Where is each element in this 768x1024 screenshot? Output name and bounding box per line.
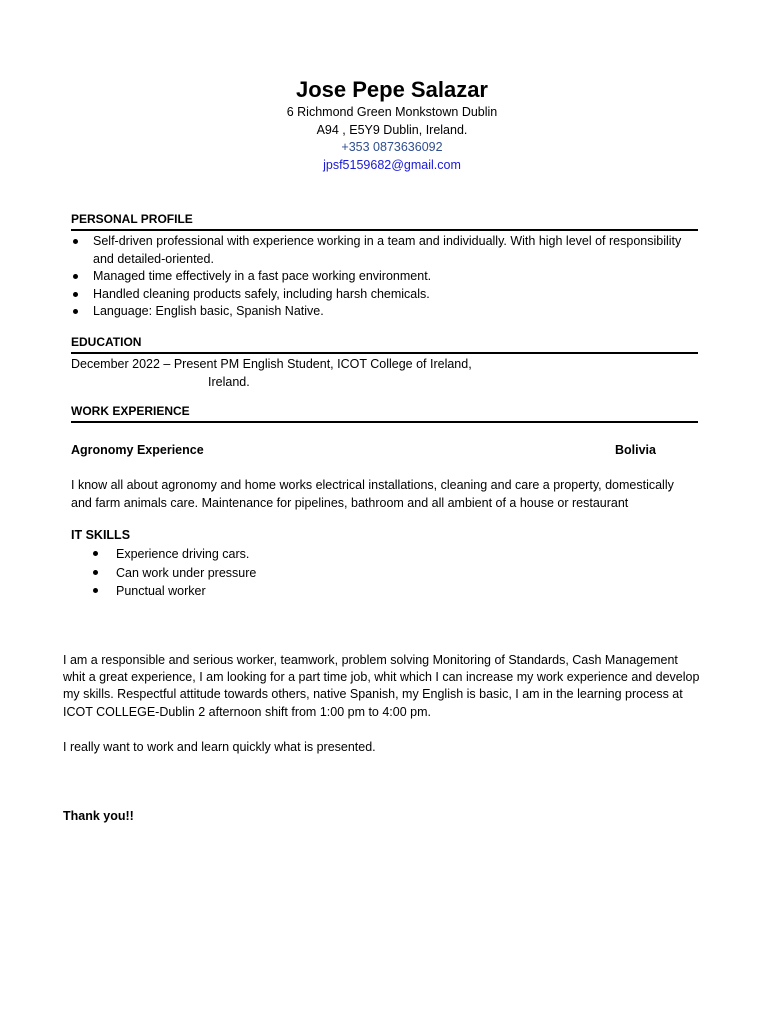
list-item: Can work under pressure bbox=[93, 564, 256, 583]
summary-paragraph-2: I really want to work and learn quickly what is presented. bbox=[63, 740, 376, 754]
email-link[interactable]: jpsf5159682@gmail.com bbox=[323, 157, 461, 172]
list-item: Handled cleaning products safely, including harsh chemicals. bbox=[71, 286, 698, 304]
address-line-2: A94 , E5Y9 Dublin, Ireland. bbox=[316, 122, 468, 137]
job-role: Agronomy Experience bbox=[71, 443, 204, 457]
it-skills-heading: IT SKILLS bbox=[71, 528, 131, 542]
candidate-name: Jose Pepe Salazar bbox=[295, 77, 488, 102]
work-experience-heading: WORK EXPERIENCE bbox=[71, 404, 698, 423]
phone-number: +353 0873636092 bbox=[341, 140, 443, 154]
list-item: Experience driving cars. bbox=[93, 545, 256, 564]
list-item: Punctual worker bbox=[93, 582, 256, 601]
job-description: I know all about agronomy and home works electrical installations, cleaning and care a property, domestically and farm animals care. Maintenance for pipelines, bathroom and all ambient of a house or restaurant bbox=[71, 478, 674, 510]
education-heading: EDUCATION bbox=[71, 335, 698, 354]
list-item: Managed time effectively in a fast pace working environment. bbox=[71, 268, 698, 286]
personal-profile-list bbox=[71, 233, 698, 321]
job-location: Bolivia bbox=[615, 443, 656, 457]
personal-profile-heading: PERSONAL PROFILE bbox=[71, 212, 698, 231]
closing-text: Thank you!! bbox=[63, 809, 134, 823]
list-item: Self-driven professional with experience working in a team and individually. With high level of responsibility and detailed-oriented. bbox=[71, 233, 698, 268]
education-line-1: December 2022 – Present PM English Student, ICOT College of Ireland, bbox=[71, 357, 472, 371]
education-line-2: Ireland. bbox=[208, 375, 250, 389]
address-line-1: 6 Richmond Green Monkstown Dublin bbox=[286, 105, 498, 119]
resume-header bbox=[0, 76, 768, 174]
list-item: Language: English basic, Spanish Native. bbox=[71, 303, 698, 321]
summary-paragraph: I am a responsible and serious worker, teamwork, problem solving Monitoring of Standards, Cash Management whit a great experience, I am looking for a part time job, whit which I can increase my work experience and develop my skills. Respectful attitude towards others, native Spanish, my English is basic, I am in the learning process at ICOT COLLEGE-Dublin 2 afternoon shift from 1:00 pm to 4:00 pm. bbox=[63, 653, 700, 719]
it-skills-list bbox=[93, 545, 256, 601]
